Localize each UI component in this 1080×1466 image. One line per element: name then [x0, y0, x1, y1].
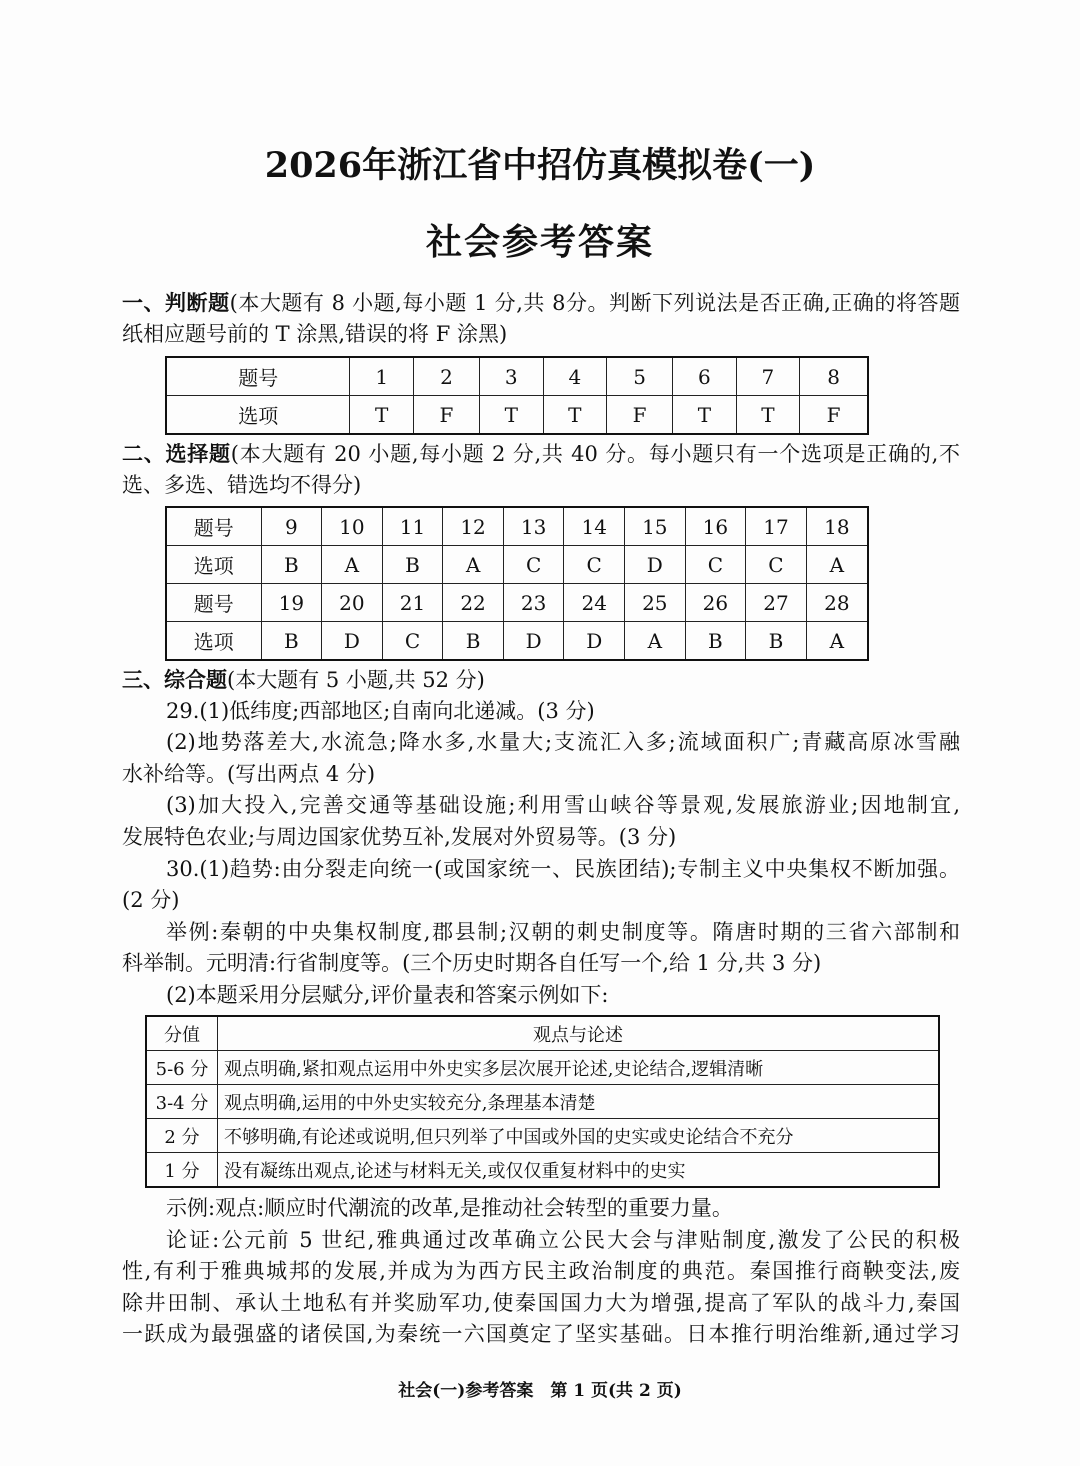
answer-cell: D — [322, 622, 383, 661]
answer-cell: C — [564, 546, 625, 584]
answer-cell: B — [685, 622, 746, 661]
text-line: 除井田制、承认土地私有并奖励军功,使秦国国力大为增强,提高了军队的战斗力,秦国 — [122, 1290, 960, 1315]
answer-cell: 16 — [685, 507, 746, 546]
answer-cell: 28 — [806, 584, 868, 622]
answer-cell: 20 — [322, 584, 383, 622]
document-title: 2026年浙江省中招仿真模拟卷(一) — [264, 145, 816, 186]
table-row — [166, 546, 868, 584]
table-row — [166, 396, 868, 435]
answer-cell: B — [261, 546, 322, 584]
section1-instructions — [122, 287, 960, 350]
text-line: 发展特色农业;与周边国家优势互补,发展对外贸易等。(3 分) — [122, 824, 677, 849]
section2-instructions — [122, 438, 960, 501]
criteria-cell: 不够明确,有论述或说明,但只列举了中国或外国的史实或史论结合不充分 — [218, 1119, 940, 1153]
answer-cell: 13 — [503, 507, 564, 546]
answer-cell: T — [350, 396, 414, 435]
text-line: 纸相应题号前的 T 涂黑,错误的将 F 涂黑) — [122, 321, 508, 346]
section3-answers — [122, 664, 960, 1012]
text-line: 论证:公元前 5 世纪,雅典通过改革确立公民大会与津贴制度,激发了公民的积极 — [166, 1227, 960, 1252]
answer-cell: A — [806, 622, 868, 661]
text-line: 29.(1)低纬度;西部地区;自南向北递减。(3 分) — [166, 698, 595, 723]
example-answer — [122, 1193, 960, 1351]
answer-cell: 11 — [382, 507, 443, 546]
answer-cell: 26 — [685, 584, 746, 622]
table-header-row — [146, 1016, 939, 1051]
answer-cell: A — [806, 546, 868, 584]
criteria-cell: 没有凝练出观点,论述与材料无关,或仅仅重复材料中的史实 — [218, 1153, 940, 1188]
document-subtitle: 社会参考答案 — [425, 221, 654, 263]
answer-cell: 19 — [261, 584, 322, 622]
header-criteria: 观点与论述 — [218, 1016, 940, 1051]
answer-cell: B — [443, 622, 504, 661]
score-cell: 1 分 — [146, 1153, 218, 1188]
text-line: (2)本题采用分层赋分,评价量表和答案示例如下: — [166, 982, 609, 1007]
answer-cell: 14 — [564, 507, 625, 546]
text-line: 30.(1)趋势:由分裂走向统一(或国家统一、民族团结);专制主义中央集权不断加强。 — [166, 856, 960, 881]
score-cell: 3-4 分 — [146, 1085, 218, 1119]
rubric-table — [145, 1015, 940, 1188]
answer-cell: 15 — [625, 507, 686, 546]
row-label: 题号 — [166, 357, 350, 396]
answer-cell: B — [746, 622, 807, 661]
answer-cell: 27 — [746, 584, 807, 622]
table-row — [166, 622, 868, 661]
score-cell: 2 分 — [146, 1119, 218, 1153]
answer-cell: D — [503, 622, 564, 661]
answer-cell: 1 — [350, 357, 414, 396]
row-label: 题号 — [166, 584, 261, 622]
answer-cell: F — [800, 396, 868, 435]
answer-cell: A — [625, 622, 686, 661]
answer-cell: F — [607, 396, 673, 435]
answer-cell: C — [746, 546, 807, 584]
text-line: 水补给等。(写出两点 4 分) — [122, 761, 376, 786]
text-line: (2 分) — [122, 888, 180, 913]
criteria-cell: 观点明确,运用的中外史实较充分,条理基本清楚 — [218, 1085, 940, 1119]
answer-cell: C — [685, 546, 746, 584]
answer-cell: 18 — [806, 507, 868, 546]
answer-cell: 17 — [746, 507, 807, 546]
answer-cell: B — [382, 546, 443, 584]
row-label: 选项 — [166, 622, 261, 661]
answer-cell: C — [382, 622, 443, 661]
answer-cell: 8 — [800, 357, 868, 396]
answer-cell: 5 — [607, 357, 673, 396]
table-row — [146, 1085, 939, 1119]
answer-cell: T — [479, 396, 543, 435]
table-row — [146, 1051, 939, 1085]
answer-cell: 24 — [564, 584, 625, 622]
text-line: (3)加大投入,完善交通等基础设施;利用雪山峡谷等景观,发展旅游业;因地制宜, — [166, 793, 960, 818]
answer-cell: T — [543, 396, 607, 435]
table-row — [166, 357, 868, 396]
text-line: (本大题有 8 小题,每小题 1 分,共 8分。判断下列说法是否正确,正确的将答题 — [229, 291, 960, 315]
answer-cell: 22 — [443, 584, 504, 622]
answer-cell: 21 — [382, 584, 443, 622]
page-footer: 社会(一)参考答案 第 1 页(共 2 页) — [398, 1381, 682, 1401]
text-line: 举例:秦朝的中央集权制度,郡县制;汉朝的刺史制度等。隋唐时期的三省六部制和 — [166, 919, 960, 944]
table-row — [146, 1153, 939, 1188]
text-line: (本大题有 20 小题,每小题 2 分,共 40 分。每小题只有一个选项是正确的,不 — [230, 442, 960, 466]
table-row — [146, 1119, 939, 1153]
text-line: 性,有利于雅典城邦的发展,并成为为西方民主政治制度的典范。秦国推行商鞅变法,废 — [122, 1259, 960, 1284]
answer-cell: 9 — [261, 507, 322, 546]
answer-cell: T — [736, 396, 800, 435]
answer-cell: 7 — [736, 357, 800, 396]
text-line: 科举制。元明清:行省制度等。(三个历史时期各自任写一个,给 1 分,共 3 分) — [122, 951, 822, 976]
text-line: 一跃成为最强盛的诸侯国,为秦统一六国奠定了坚实基础。日本推行明治维新,通过学习 — [122, 1322, 960, 1347]
criteria-cell: 观点明确,紧扣观点运用中外史实多层次展开论述,史论结合,逻辑清晰 — [218, 1051, 940, 1085]
answer-cell: 2 — [413, 357, 479, 396]
answer-cell: B — [261, 622, 322, 661]
answer-cell: D — [625, 546, 686, 584]
section2-heading: 二、选择题 — [122, 441, 231, 466]
answer-cell: T — [673, 396, 737, 435]
table-row — [166, 584, 868, 622]
answer-cell: F — [413, 396, 479, 435]
answer-cell: 25 — [625, 584, 686, 622]
text-line: 选、多选、错选均不得分) — [122, 472, 362, 497]
answer-cell: D — [564, 622, 625, 661]
row-label: 题号 — [166, 507, 261, 546]
section3-heading: 三、综合题 — [122, 667, 227, 692]
answer-cell: 10 — [322, 507, 383, 546]
answer-cell: A — [443, 546, 504, 584]
score-cell: 5-6 分 — [146, 1051, 218, 1085]
answer-cell: 4 — [543, 357, 607, 396]
row-label: 选项 — [166, 396, 350, 435]
text-line: (2)地势落差大,水流急;降水多,水量大;支流汇入多;流域面积广;青藏高原冰雪融 — [166, 730, 960, 755]
row-label: 选项 — [166, 546, 261, 584]
answer-cell: 6 — [673, 357, 737, 396]
text-line: 示例:观点:顺应时代潮流的改革,是推动社会转型的重要力量。 — [166, 1196, 733, 1220]
section1-heading: 一、判断题 — [122, 290, 230, 315]
answer-cell: 12 — [443, 507, 504, 546]
answer-cell: C — [503, 546, 564, 584]
answer-cell: 3 — [479, 357, 543, 396]
text-line: (本大题有 5 小题,共 52 分) — [227, 668, 485, 692]
answer-cell: 23 — [503, 584, 564, 622]
table-row — [166, 507, 868, 546]
multiple-choice-answer-table — [165, 506, 869, 661]
header-score: 分值 — [146, 1016, 218, 1051]
true-false-answer-table — [165, 356, 869, 435]
answer-cell: A — [322, 546, 383, 584]
